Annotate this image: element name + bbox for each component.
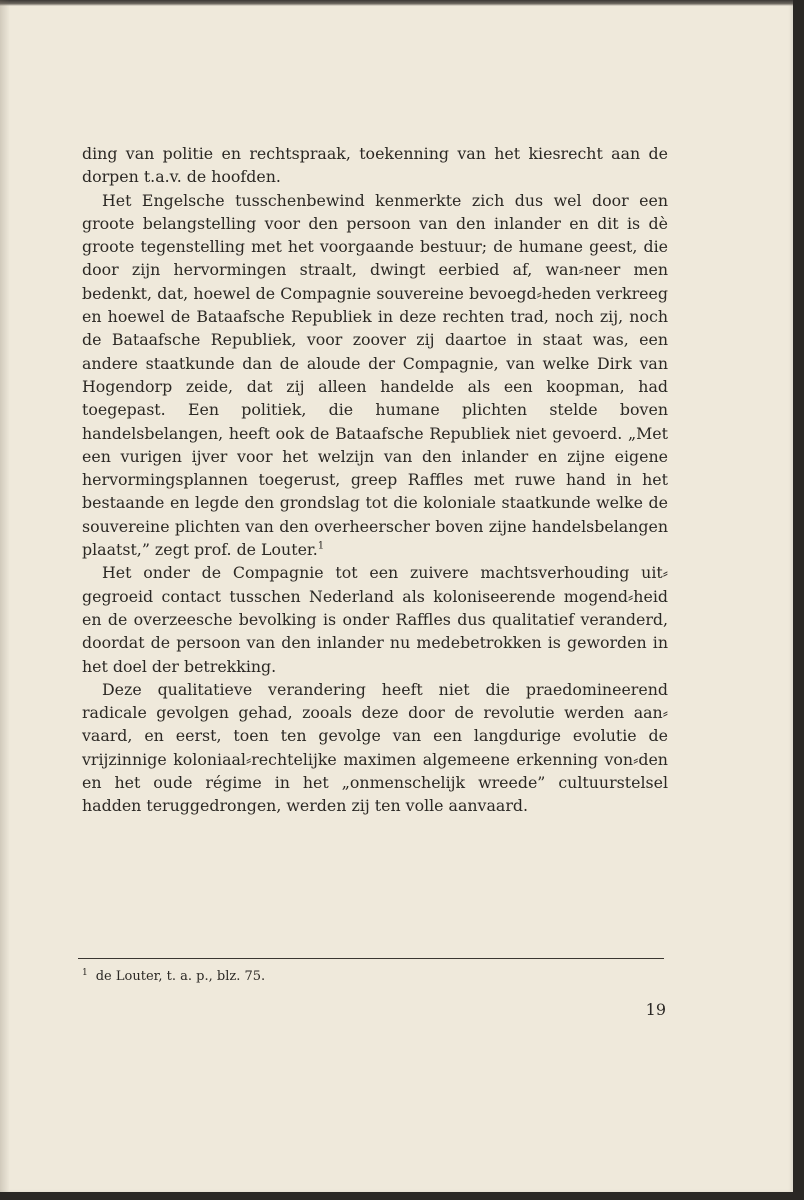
footnote: [82, 968, 668, 986]
footnote-divider: [78, 958, 664, 959]
page-binding-shade: [0, 0, 10, 1192]
page-number: 19: [645, 1000, 666, 1019]
paragraph-1: ding van politie en rechtspraak, toekenning van het kiesrecht aan de dorpen t.a.v. de hoofden.: [82, 144, 668, 187]
body-text: [82, 142, 668, 818]
paragraph-2: [82, 189, 668, 562]
footnote-reference: 1: [317, 540, 325, 552]
paragraph-3: Het onder de Compagnie tot een zuivere machtsverhouding uit⸗gegroeid contact tusschen Nederland als koloniseerende mogend⸗heid en de overzeesche bevolking is onder Raffles dus qualitatief veranderd, doordat de persoon van den inlander nu medebetrokken is geworden in het doel der betrekking.: [82, 563, 668, 676]
footnote-text: de Louter, t. a. p., blz. 75.: [95, 969, 266, 984]
paragraph-2-text: Het Engelsche tusschenbewind kenmerkte zich dus wel door een groote belangstelling voor den persoon van den inlander en dit is dè groote tegenstelling met het voorgaande bestuur; de humane geest, die door zijn hervormingen straalt, dwingt eerbied af, wan⸗neer men bedenkt, dat, hoewel de Compagnie souvereine bevoegd⸗heden verkreeg en hoewel de Bataafsche Republiek in deze rechten trad, noch zij, noch de Bataafsche Republiek, voor zoover zij daartoe in staat was, een andere staatkunde dan de aloude der Compagnie, van welke Dirk van Hogendorp zeide, dat zij alleen handelde als een koopman, had toegepast. Een politiek, die humane plichten stelde boven handelsbelangen, heeft ook de Bataafsche Republiek niet gevoerd. „Met een vurigen ijver voor het welzijn van den inlander en zijne eigene hervormingsplannen toegerust, greep Raffles met ruwe hand in het bestaande en legde den grondslag tot die koloniale staatkunde welke de souvereine plichten van den overheerscher boven zijne handelsbelangen plaatst,” zegt prof. de Louter.: [82, 190, 668, 560]
page-top-edge: [0, 0, 793, 6]
footnote-marker: 1: [82, 967, 88, 978]
paragraph-4: Deze qualitatieve verandering heeft niet die praedomineerend radicale gevolgen gehad, zooals deze door de revolutie werden aan⸗vaard, en eerst, toen ten gevolge van een langdurige evolutie de vrijzinnige koloniaal⸗rechtelijke maximen algemeene erkenning von⸗den en het oude régime in het „onmenschelijk wreede” cultuurstelsel hadden teruggedrongen, werden zij ten volle aanvaard.: [82, 679, 668, 816]
